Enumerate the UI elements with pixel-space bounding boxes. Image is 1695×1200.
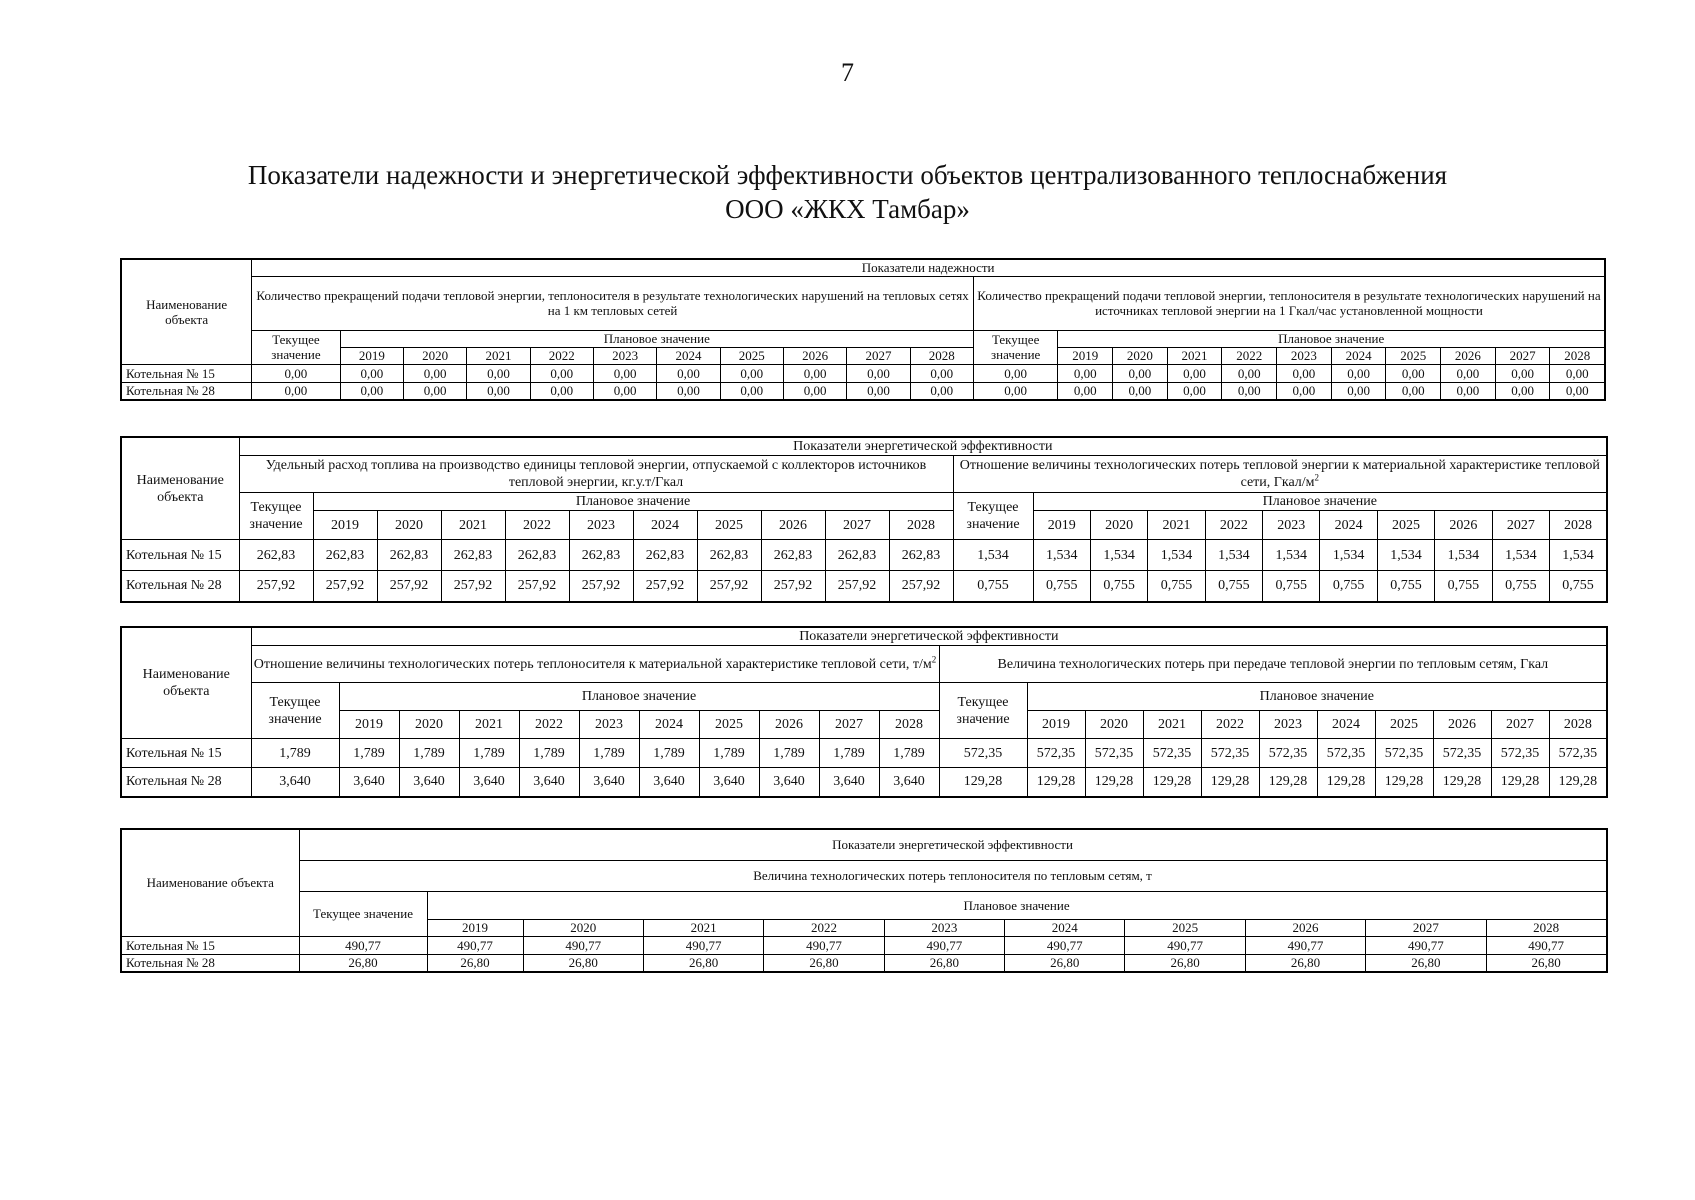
year-header: 2026 [1441,347,1496,364]
planned-value-cell: 490,77 [523,936,643,954]
row-label: Котельная № 28 [121,954,299,972]
year-header: 2027 [847,347,910,364]
row-label: Котельная № 15 [121,739,251,768]
planned-value-cell: 572,35 [1433,739,1491,768]
year-header: 2027 [819,711,879,739]
year-header: 2021 [1148,511,1205,540]
efficiency-table-3 [120,828,1608,973]
table-row [121,768,1607,797]
planned-value-cell: 262,83 [889,540,953,571]
planned-value-cell: 0,00 [1113,382,1168,400]
year-header: 2019 [340,347,403,364]
year-header: 2023 [1277,347,1332,364]
planned-value-cell: 1,534 [1377,540,1434,571]
year-header: 2022 [530,347,593,364]
planned-value-cell: 0,00 [1222,364,1277,382]
planned-value-cell: 0,00 [657,364,720,382]
table-row [121,382,1605,400]
planned-value-cell: 26,80 [1366,954,1486,972]
current-value-cell: 0,00 [252,382,340,400]
planned-value-cell: 1,534 [1263,540,1320,571]
year-header: 2022 [764,919,884,936]
object-name-header: Наименование объекта [121,259,252,364]
year-header: 2021 [1143,711,1201,739]
current-value-cell: 262,83 [239,540,313,571]
year-header: 2026 [1245,919,1365,936]
object-name-header: Наименование объекта [121,437,239,540]
left-indicator-header: Количество прекращений подачи тепловой энергии, теплоносителя в результате технологических нарушений на тепловых сетях на 1 км тепловых сетей [252,276,974,330]
year-header: 2023 [569,511,633,540]
planned-value-cell: 129,28 [1085,768,1143,797]
year-header: 2019 [339,711,399,739]
planned-value-header: Плановое значение [1033,493,1607,511]
year-header: 2019 [427,919,523,936]
planned-value-cell: 26,80 [523,954,643,972]
planned-value-cell: 26,80 [764,954,884,972]
planned-value-cell: 1,789 [459,739,519,768]
planned-value-cell: 129,28 [1143,768,1201,797]
year-header: 2025 [1125,919,1245,936]
year-header: 2028 [889,511,953,540]
left-indicator-header: Удельный расход топлива на производство единицы тепловой энергии, отпускаемой с коллекторов источников тепловой энергии, кг.у.т/Гкал [239,456,953,493]
planned-value-cell: 490,77 [884,936,1004,954]
planned-value-cell: 1,534 [1492,540,1549,571]
planned-value-cell: 1,789 [759,739,819,768]
efficiency-table-1 [120,436,1608,603]
planned-value-cell: 0,00 [720,382,783,400]
current-value-cell: 1,789 [251,739,339,768]
year-header: 2020 [403,347,466,364]
planned-value-cell: 262,83 [377,540,441,571]
group-header: Показатели энергетической эффективности [251,627,1607,646]
planned-value-cell: 0,755 [1263,571,1320,602]
planned-value-cell: 1,789 [639,739,699,768]
planned-value-cell: 262,83 [569,540,633,571]
planned-value-cell: 0,755 [1550,571,1608,602]
planned-value-header: Плановое значение [340,330,973,347]
header-superscript: 2 [1314,472,1320,483]
current-value-header: Текущее значение [939,683,1027,739]
year-header: 2027 [825,511,889,540]
planned-value-cell: 1,534 [1320,540,1377,571]
planned-value-cell: 0,00 [910,382,973,400]
year-header: 2026 [783,347,846,364]
planned-value-header: Плановое значение [313,493,953,511]
planned-value-cell: 0,00 [403,364,466,382]
header-text: Отношение величины технологических потерь теплоносителя к материальной характеристике тепловой сети, т/м [253,656,932,672]
year-header: 2019 [313,511,377,540]
table-row [121,571,1607,602]
year-header: 2026 [759,711,819,739]
current-value-header: Текущее значение [252,330,340,364]
planned-value-cell: 0,00 [1441,364,1496,382]
planned-value-cell: 3,640 [879,768,939,797]
planned-value-cell: 26,80 [884,954,1004,972]
row-label: Котельная № 15 [121,540,239,571]
planned-value-cell: 0,00 [1550,364,1605,382]
header-text: Отношение величины технологических потерь тепловой энергии к материальной характеристике тепловой сети, Гкал/м [959,458,1600,490]
planned-value-cell: 490,77 [1245,936,1365,954]
planned-value-cell: 0,00 [1277,364,1332,382]
planned-value-cell: 129,28 [1375,768,1433,797]
year-header: 2026 [761,511,825,540]
planned-value-cell: 1,789 [879,739,939,768]
planned-value-cell: 572,35 [1085,739,1143,768]
planned-value-cell: 490,77 [1366,936,1486,954]
page-number: 7 [841,58,854,87]
planned-value-cell: 0,00 [1167,364,1222,382]
current-value-cell: 3,640 [251,768,339,797]
planned-value-cell: 0,755 [1320,571,1377,602]
planned-value-cell: 3,640 [459,768,519,797]
year-header: 2019 [1058,347,1113,364]
year-header-row [121,347,1605,364]
table-row [121,739,1607,768]
year-header: 2025 [697,511,761,540]
planned-value-cell: 572,35 [1201,739,1259,768]
planned-value-cell: 0,00 [340,382,403,400]
planned-value-cell: 3,640 [519,768,579,797]
planned-value-cell: 1,534 [1148,540,1205,571]
current-value-cell: 26,80 [299,954,427,972]
year-header: 2023 [593,347,656,364]
planned-value-cell: 3,640 [579,768,639,797]
planned-value-cell: 0,755 [1435,571,1492,602]
planned-value-cell: 262,83 [313,540,377,571]
year-header: 2024 [1331,347,1386,364]
year-header: 2025 [699,711,759,739]
year-header: 2020 [399,711,459,739]
row-label: Котельная № 28 [121,768,251,797]
planned-value-cell: 1,789 [399,739,459,768]
planned-value-cell: 129,28 [1317,768,1375,797]
planned-value-cell: 0,00 [1386,364,1441,382]
planned-value-cell: 257,92 [377,571,441,602]
year-header: 2024 [1320,511,1377,540]
planned-value-cell: 3,640 [699,768,759,797]
planned-value-cell: 0,00 [910,364,973,382]
planned-value-cell: 262,83 [761,540,825,571]
year-header-row [121,711,1607,739]
planned-value-cell: 26,80 [1486,954,1606,972]
current-value-header: Текущее значение [239,493,313,540]
year-header: 2021 [459,711,519,739]
year-header: 2027 [1491,711,1549,739]
table-row [121,936,1607,954]
current-value-header: Текущее значение [953,493,1033,540]
title-line-1: Показатели надежности и энергетической эффективности объектов централизованного теплоснабжения [247,160,1448,190]
current-value-cell: 257,92 [239,571,313,602]
planned-value-cell: 572,35 [1317,739,1375,768]
row-label: Котельная № 28 [121,382,252,400]
year-header: 2028 [1549,711,1607,739]
planned-value-cell: 490,77 [1005,936,1125,954]
planned-value-cell: 0,00 [1331,382,1386,400]
year-header: 2023 [1263,511,1320,540]
planned-value-cell: 1,534 [1435,540,1492,571]
planned-value-cell: 0,00 [1495,364,1550,382]
year-header: 2023 [579,711,639,739]
planned-value-cell: 1,534 [1205,540,1262,571]
planned-value-cell: 0,755 [1090,571,1147,602]
planned-value-cell: 26,80 [1125,954,1245,972]
year-header: 2025 [1375,711,1433,739]
planned-value-cell: 0,00 [720,364,783,382]
planned-value-cell: 257,92 [825,571,889,602]
object-name-header: Наименование объекта [121,627,251,739]
year-header-row [121,511,1607,540]
planned-value-cell: 0,00 [1058,382,1113,400]
planned-value-cell: 572,35 [1375,739,1433,768]
planned-value-cell: 3,640 [399,768,459,797]
current-value-cell: 0,00 [252,364,340,382]
planned-value-header: Плановое значение [427,891,1607,919]
planned-value-cell: 129,28 [1259,768,1317,797]
planned-value-cell: 0,00 [1495,382,1550,400]
year-header: 2020 [1113,347,1168,364]
planned-value-cell: 490,77 [764,936,884,954]
year-header: 2022 [1201,711,1259,739]
planned-value-cell: 257,92 [441,571,505,602]
indicator-header: Величина технологических потерь теплоносителя по тепловым сетям, т [299,860,1607,891]
planned-value-cell: 490,77 [643,936,763,954]
current-value-cell: 490,77 [299,936,427,954]
year-header: 2019 [1027,711,1085,739]
object-name-header: Наименование объекта [121,829,299,936]
planned-value-cell: 0,00 [340,364,403,382]
planned-value-cell: 26,80 [1245,954,1365,972]
year-header: 2021 [441,511,505,540]
planned-value-cell: 3,640 [639,768,699,797]
planned-value-cell: 262,83 [441,540,505,571]
year-header: 2028 [1550,511,1608,540]
planned-value-cell: 1,789 [579,739,639,768]
planned-value-cell: 0,00 [1058,364,1113,382]
planned-value-cell: 262,83 [505,540,569,571]
planned-value-cell: 572,35 [1143,739,1201,768]
efficiency-table-2 [120,626,1608,798]
planned-value-cell: 1,789 [339,739,399,768]
current-value-header: Текущее значение [251,683,339,739]
planned-value-cell: 0,00 [1167,382,1222,400]
year-header: 2027 [1366,919,1486,936]
planned-value-cell: 3,640 [759,768,819,797]
year-header: 2020 [1090,511,1147,540]
year-header: 2022 [505,511,569,540]
year-header: 2020 [523,919,643,936]
table-row [121,364,1605,382]
table-row [121,954,1607,972]
reliability-table [120,258,1606,401]
planned-value-cell: 257,92 [633,571,697,602]
left-indicator-header [251,646,939,683]
current-value-cell: 0,00 [973,364,1057,382]
year-header: 2028 [1550,347,1605,364]
year-header: 2024 [639,711,699,739]
planned-value-cell: 262,83 [825,540,889,571]
current-value-header: Текущее значение [973,330,1057,364]
planned-value-cell: 572,35 [1027,739,1085,768]
planned-value-cell: 257,92 [505,571,569,602]
planned-value-cell: 0,00 [467,382,530,400]
group-header: Показатели надежности [252,259,1605,276]
planned-value-cell: 0,00 [1386,382,1441,400]
planned-value-cell: 572,35 [1259,739,1317,768]
year-header: 2024 [657,347,720,364]
current-value-cell: 129,28 [939,768,1027,797]
year-header: 2028 [910,347,973,364]
planned-value-cell: 262,83 [697,540,761,571]
planned-value-cell: 0,00 [847,364,910,382]
planned-value-cell: 0,755 [1377,571,1434,602]
year-header: 2021 [467,347,530,364]
planned-value-cell: 0,00 [1441,382,1496,400]
year-header: 2026 [1435,511,1492,540]
group-header: Показатели энергетической эффективности [239,437,1607,456]
group-header: Показатели энергетической эффективности [299,829,1607,860]
planned-value-cell: 0,00 [1277,382,1332,400]
planned-value-cell: 1,534 [1033,540,1090,571]
current-value-cell: 572,35 [939,739,1027,768]
title-line-2: ООО «ЖКХ Тамбар» [725,194,970,224]
planned-value-cell: 0,755 [1033,571,1090,602]
row-label: Котельная № 15 [121,364,252,382]
planned-value-cell: 490,77 [1125,936,1245,954]
planned-value-cell: 0,00 [1331,364,1386,382]
right-indicator-header: Количество прекращений подачи тепловой энергии, теплоносителя в результате технологических нарушений на источниках тепловой энергии на 1 Гкал/час установленной мощности [973,276,1605,330]
planned-value-cell: 3,640 [819,768,879,797]
current-value-cell: 1,534 [953,540,1033,571]
planned-value-cell: 26,80 [1005,954,1125,972]
planned-value-cell: 0,00 [403,382,466,400]
planned-value-cell: 1,534 [1090,540,1147,571]
planned-value-cell: 0,00 [593,382,656,400]
year-header: 2025 [1377,511,1434,540]
planned-value-cell: 129,28 [1491,768,1549,797]
row-label: Котельная № 28 [121,571,239,602]
planned-value-cell: 0,00 [847,382,910,400]
planned-value-cell: 3,640 [339,768,399,797]
year-header: 2027 [1495,347,1550,364]
planned-value-cell: 0,00 [530,382,593,400]
planned-value-cell: 0,00 [467,364,530,382]
year-header: 2020 [377,511,441,540]
planned-value-cell: 0,755 [1205,571,1262,602]
planned-value-cell: 0,00 [530,364,593,382]
current-value-cell: 0,00 [973,382,1057,400]
year-header: 2024 [1317,711,1375,739]
planned-value-cell: 257,92 [313,571,377,602]
year-header: 2028 [879,711,939,739]
planned-value-cell: 0,755 [1492,571,1549,602]
planned-value-cell: 129,28 [1549,768,1607,797]
planned-value-cell: 572,35 [1491,739,1549,768]
planned-value-cell: 0,00 [593,364,656,382]
current-value-header: Текущее значение [299,891,427,936]
year-header: 2027 [1492,511,1549,540]
planned-value-cell: 26,80 [643,954,763,972]
planned-value-cell: 490,77 [427,936,523,954]
planned-value-cell: 1,789 [519,739,579,768]
planned-value-cell: 129,28 [1433,768,1491,797]
planned-value-cell: 0,00 [657,382,720,400]
planned-value-header: Плановое значение [339,683,939,711]
year-header: 2026 [1433,711,1491,739]
year-header: 2021 [1167,347,1222,364]
planned-value-cell: 129,28 [1201,768,1259,797]
table-row [121,540,1607,571]
year-header: 2024 [633,511,697,540]
year-header: 2020 [1085,711,1143,739]
planned-value-cell: 257,92 [569,571,633,602]
year-header: 2025 [1386,347,1441,364]
planned-value-cell: 572,35 [1549,739,1607,768]
row-label: Котельная № 15 [121,936,299,954]
current-value-cell: 0,755 [953,571,1033,602]
planned-value-cell: 1,534 [1550,540,1608,571]
planned-value-cell: 0,00 [783,364,846,382]
planned-value-cell: 257,92 [889,571,953,602]
planned-value-cell: 0,00 [1550,382,1605,400]
year-header: 2019 [1033,511,1090,540]
year-header: 2021 [643,919,763,936]
planned-value-cell: 0,00 [1222,382,1277,400]
right-indicator-header [953,456,1607,493]
planned-value-cell: 0,00 [783,382,846,400]
planned-value-cell: 26,80 [427,954,523,972]
year-header: 2022 [519,711,579,739]
year-header: 2024 [1005,919,1125,936]
planned-value-cell: 0,755 [1148,571,1205,602]
planned-value-cell: 257,92 [761,571,825,602]
planned-value-cell: 490,77 [1486,936,1606,954]
header-superscript: 2 [931,653,937,664]
planned-value-cell: 262,83 [633,540,697,571]
planned-value-cell: 1,789 [699,739,759,768]
planned-value-header: Плановое значение [1058,330,1605,347]
right-indicator-header: Величина технологических потерь при передаче тепловой энергии по тепловым сетям, Гкал [939,646,1607,683]
planned-value-cell: 1,789 [819,739,879,768]
planned-value-header: Плановое значение [1027,683,1607,711]
planned-value-cell: 129,28 [1027,768,1085,797]
planned-value-cell: 0,00 [1113,364,1168,382]
year-header: 2022 [1222,347,1277,364]
page-title [0,158,1695,226]
year-header: 2023 [1259,711,1317,739]
year-header: 2028 [1486,919,1606,936]
year-header: 2023 [884,919,1004,936]
planned-value-cell: 257,92 [697,571,761,602]
year-header: 2025 [720,347,783,364]
year-header: 2022 [1205,511,1262,540]
